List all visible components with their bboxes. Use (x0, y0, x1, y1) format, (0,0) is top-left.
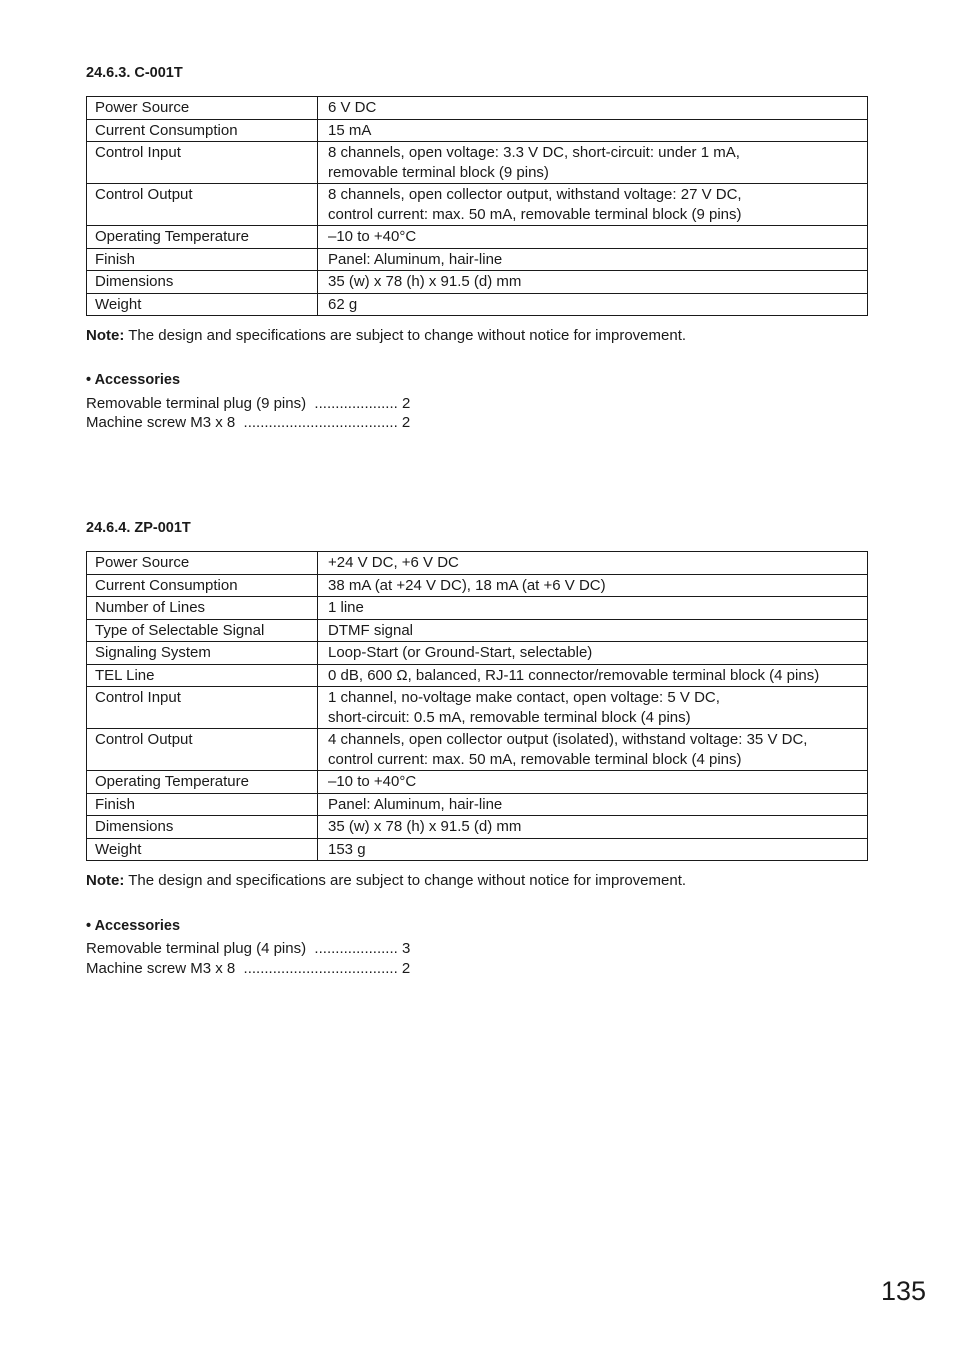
spec-value-line: 38 mA (at +24 V DC), 18 mA (at +6 V DC) (328, 576, 606, 594)
spec-row (87, 619, 868, 642)
spec-value-line: +24 V DC, +6 V DC (328, 554, 459, 571)
spec-row (87, 816, 868, 839)
spec-row (87, 184, 868, 226)
spec-row (87, 793, 868, 816)
spec-label: Current Consumption (87, 119, 318, 142)
spec-label: Weight (87, 293, 318, 316)
spec-row (87, 687, 868, 729)
spec-value (318, 226, 868, 249)
spec-label: Control Output (87, 729, 318, 771)
spec-table-zp001t (86, 551, 868, 861)
spec-row (87, 552, 868, 575)
spec-value-line: 6 V DC (328, 99, 377, 116)
spec-value-line: 35 (w) x 78 (h) x 91.5 (d) mm (328, 818, 522, 835)
spec-value (318, 271, 868, 294)
spec-value-line: 15 mA (328, 121, 372, 139)
spec-row (87, 838, 868, 861)
spec-label: Control Input (87, 687, 318, 729)
spec-row (87, 729, 868, 771)
accessories-heading: • Accessories (86, 372, 181, 388)
note (86, 872, 686, 889)
spec-label: Dimensions (87, 271, 318, 294)
spec-label: Operating Temperature (87, 771, 318, 794)
section-heading-c001t: 24.6.3. C-001T (86, 65, 183, 81)
spec-value (318, 119, 868, 142)
spec-value-line: control current: max. 50 mA, removable terminal block (4 pins) (328, 750, 742, 768)
spec-value (318, 97, 868, 120)
spec-value-line: DTMF signal (328, 621, 414, 639)
spec-value (318, 793, 868, 816)
spec-label: TEL Line (87, 664, 318, 687)
spec-value-line: Panel: Aluminum, hair-line (328, 795, 503, 813)
accessory-item: Machine screw M3 x 8 ..................................... 2 (86, 960, 411, 977)
spec-value (318, 552, 868, 575)
note-label: Note: (86, 327, 125, 344)
spec-value-line: short-circuit: 0.5 mA, removable terminal block (4 pins) (328, 708, 691, 726)
spec-label: Finish (87, 248, 318, 271)
note-text: The design and specifications are subject to change without notice for improvement. (124, 327, 687, 344)
spec-row (87, 119, 868, 142)
spec-value (318, 142, 868, 184)
spec-value-line: 8 channels, open collector output, withstand voltage: 27 V DC, (328, 186, 742, 203)
spec-value-line: 62 g (328, 295, 358, 313)
accessory-item: Machine screw M3 x 8 ..................................... 2 (86, 414, 411, 431)
spec-row (87, 97, 868, 120)
spec-label: Dimensions (87, 816, 318, 839)
spec-value (318, 619, 868, 642)
spec-value (318, 248, 868, 271)
accessories-heading: • Accessories (86, 918, 181, 934)
spec-value-line: 1 channel, no-voltage make contact, open voltage: 5 V DC, (328, 689, 720, 706)
spec-value-line: Panel: Aluminum, hair-line (328, 250, 503, 268)
spec-value-line: –10 to +40°C (328, 228, 417, 245)
spec-value-line: 8 channels, open voltage: 3.3 V DC, short-circuit: under 1 mA, (328, 144, 740, 161)
accessory-item: Removable terminal plug (4 pins) .................... 3 (86, 940, 411, 957)
spec-value (318, 687, 868, 729)
spec-value (318, 642, 868, 665)
spec-value-line: 35 (w) x 78 (h) x 91.5 (d) mm (328, 273, 522, 290)
spec-label: Finish (87, 793, 318, 816)
spec-value (318, 838, 868, 861)
spec-row (87, 597, 868, 620)
spec-value-line: 4 channels, open collector output (isolated), withstand voltage: 35 V DC, (328, 731, 808, 748)
spec-value (318, 816, 868, 839)
spec-row (87, 642, 868, 665)
spec-label: Type of Selectable Signal (87, 619, 318, 642)
spec-value (318, 293, 868, 316)
spec-label: Control Input (87, 142, 318, 184)
spec-label: Weight (87, 838, 318, 861)
spec-value-line: control current: max. 50 mA, removable terminal block (9 pins) (328, 205, 742, 223)
spec-value-line: removable terminal block (9 pins) (328, 163, 549, 181)
spec-table-body (87, 552, 868, 861)
spec-value (318, 771, 868, 794)
spec-value-line: 153 g (328, 840, 366, 858)
note-label: Note: (86, 872, 125, 889)
spec-label: Current Consumption (87, 574, 318, 597)
spec-label: Power Source (87, 97, 318, 120)
spec-row (87, 142, 868, 184)
spec-row (87, 771, 868, 794)
spec-value-line: Loop-Start (or Ground-Start, selectable) (328, 644, 593, 661)
spec-value (318, 597, 868, 620)
spec-row (87, 226, 868, 249)
spec-row (87, 664, 868, 687)
spec-value (318, 184, 868, 226)
spec-value-line: 1 line (328, 599, 364, 616)
spec-value (318, 574, 868, 597)
spec-value-line: –10 to +40°C (328, 773, 417, 790)
spec-value (318, 729, 868, 771)
spec-label: Control Output (87, 184, 318, 226)
spec-label: Number of Lines (87, 597, 318, 620)
spec-row (87, 271, 868, 294)
note (86, 327, 686, 344)
section-heading-zp001t: 24.6.4. ZP-001T (86, 520, 191, 536)
spec-row (87, 574, 868, 597)
spec-row (87, 293, 868, 316)
spec-label: Signaling System (87, 642, 318, 665)
page-number: 135 (880, 1276, 926, 1306)
accessory-item: Removable terminal plug (9 pins) .................... 2 (86, 395, 411, 412)
spec-table-c001t (86, 96, 868, 316)
spec-label: Power Source (87, 552, 318, 575)
spec-value (318, 664, 868, 687)
spec-value-line: 0 dB, 600 Ω, balanced, RJ-11 connector/removable terminal block (4 pins) (328, 666, 820, 684)
spec-row (87, 248, 868, 271)
spec-table-body (87, 97, 868, 316)
note-text: The design and specifications are subject to change without notice for improvement. (124, 872, 687, 889)
spec-label: Operating Temperature (87, 226, 318, 249)
